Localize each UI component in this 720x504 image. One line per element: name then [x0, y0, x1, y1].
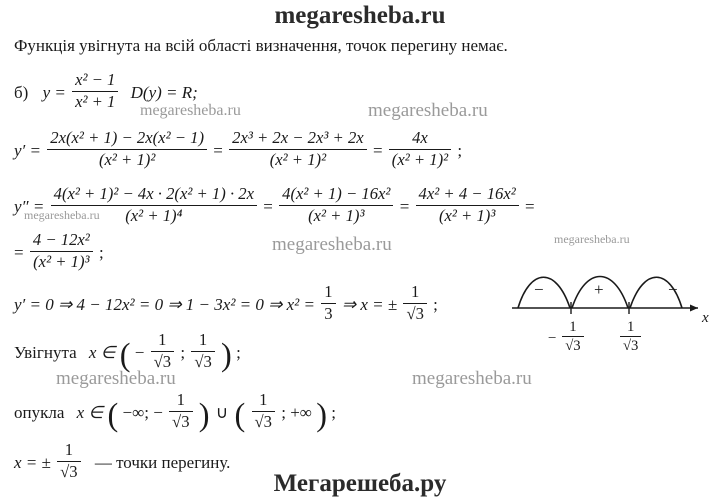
watermark-small-1: megaresheba.ru: [24, 208, 100, 222]
roots-f1-num: 1: [321, 282, 335, 304]
sign-mid: +: [594, 280, 604, 299]
d2-cont-eq: =: [14, 243, 24, 263]
d1-f1-den: (x² + 1)²: [98, 149, 156, 169]
inflection-line: [14, 440, 230, 483]
watermark-mid-5: megaresheba.ru: [412, 368, 532, 389]
convex-f1-num: 1: [169, 390, 192, 412]
concave-fraction-1: [151, 330, 174, 373]
d1-f2-den: (x² + 1)²: [269, 149, 327, 169]
d1-fraction-1: [47, 128, 207, 171]
concave-close-paren: ): [221, 336, 232, 373]
convex-close-paren-1: ): [198, 396, 210, 433]
roots-start: y′ = 0 ⇒ 4 − 12x² = 0 ⇒ 1 − 3x² = 0 ⇒ x² =: [14, 295, 316, 315]
convex-close-paren-2: ): [316, 396, 327, 433]
item-label: б): [14, 83, 29, 103]
d1-fraction-3: [389, 128, 451, 171]
concave-tail: ;: [236, 343, 241, 363]
roots-mid: ⇒ x = ±: [341, 295, 398, 315]
d2-eq-3: =: [525, 197, 535, 217]
tick-label-left: [548, 318, 586, 356]
concave-f1-den: √3: [153, 351, 172, 371]
d1-fraction-2: [229, 128, 367, 171]
watermark-top: megaresheba.ru: [274, 2, 446, 29]
axis-label-x: x: [702, 310, 709, 326]
d1-f3-den: (x² + 1)²: [391, 149, 449, 169]
domain-statement: D(y) = R;: [130, 83, 198, 103]
d2-fraction-1: [51, 184, 257, 227]
inflection-f-num: 1: [57, 440, 80, 462]
convex-part-1: −∞; −: [122, 403, 163, 423]
d2-f3-num: 4x² + 4 − 16x²: [416, 184, 519, 206]
convex-f1-den: √3: [172, 411, 190, 431]
watermark-mid-3: megaresheba.ru: [272, 234, 392, 255]
tick-right-fraction: [620, 318, 641, 356]
sign-left: −: [534, 280, 544, 299]
tick-left-fraction: [562, 318, 583, 356]
d2-f1-num: 4(x² + 1)² − 4x · 2(x² + 1) · 2x: [51, 184, 257, 206]
convex-union: ∪: [215, 403, 229, 423]
function-fraction: [72, 70, 118, 113]
d2-eq-1: =: [263, 197, 273, 217]
d1-f1-num: 2x(x² + 1) − 2x(x² − 1): [47, 128, 207, 150]
convex-open-paren-2: (: [234, 396, 246, 433]
d2-f4-num: 4 − 12x²: [30, 230, 93, 252]
y-equals: y =: [42, 83, 66, 103]
d1-eq-1: =: [213, 141, 223, 161]
convex-fraction-1: [169, 390, 192, 433]
tick-left-minus: −: [548, 330, 557, 347]
d2-fraction-2: [279, 184, 393, 227]
function-numerator: x² − 1: [72, 70, 118, 92]
inflection-lhs: x = ±: [14, 453, 51, 473]
d2-f3-den: (x² + 1)³: [438, 205, 496, 225]
d1-f2-num: 2x³ + 2x − 2x³ + 2x: [229, 128, 367, 150]
d1-tail: ;: [457, 141, 463, 161]
function-denominator: x² + 1: [75, 91, 116, 111]
first-derivative-line: [14, 128, 462, 171]
d2-f4-den: (x² + 1)³: [33, 251, 90, 271]
roots-f2-num: 1: [403, 282, 426, 304]
second-derivative-lhs: y″ =: [14, 197, 45, 217]
sign-diagram: [510, 258, 710, 358]
tick-left-num: 1: [562, 318, 583, 337]
inflection-f-den: √3: [60, 461, 78, 481]
watermark-mid-4: megaresheba.ru: [56, 368, 176, 389]
convex-f2-num: 1: [252, 390, 275, 412]
convex-part-2: ; +∞: [281, 403, 312, 423]
d2-tail: ;: [99, 243, 104, 263]
axis-arrow: [690, 305, 698, 312]
concave-var: x ∈: [88, 343, 116, 363]
second-derivative-line: [14, 184, 535, 227]
d2-eq-2: =: [399, 197, 410, 217]
inflection-rhs: — точки перегину.: [94, 453, 231, 473]
convex-line: [14, 390, 336, 433]
convex-tail: ;: [331, 403, 336, 423]
roots-tail: ;: [433, 295, 438, 315]
d2-f2-num: 4(x² + 1) − 16x²: [279, 184, 393, 206]
tick-left-den: √3: [565, 338, 581, 355]
concave-fraction-2: [191, 330, 214, 373]
convex-var: x ∈: [76, 403, 104, 423]
watermark-small-2: megaresheba.ru: [554, 232, 630, 246]
convex-open-paren-1: (: [107, 396, 119, 433]
roots-f2-den: √3: [406, 303, 424, 323]
watermark-bottom: Мегарешеба.ру: [273, 470, 447, 497]
concave-line: [14, 330, 241, 373]
concave-semicolon: ;: [180, 343, 186, 363]
d2-f1-den: (x² + 1)⁴: [125, 205, 183, 225]
d1-f3-num: 4x: [389, 128, 451, 150]
roots-f1-den: 3: [324, 303, 333, 323]
convex-f2-den: √3: [254, 411, 272, 431]
d2-fraction-3: [416, 184, 519, 227]
convex-word: опукла: [14, 403, 65, 423]
roots-line: [14, 282, 438, 325]
tick-right-num: 1: [620, 318, 641, 337]
watermark-mid-2: megaresheba.ru: [368, 100, 488, 121]
inflection-fraction: [57, 440, 80, 483]
sign-right: −: [668, 280, 678, 299]
tick-right-den: √3: [623, 338, 639, 355]
item-b-expression: [14, 70, 198, 113]
d1-eq-2: =: [372, 141, 383, 161]
concave-f2-den: √3: [194, 351, 212, 371]
tick-label-right: [618, 318, 643, 356]
concave-minus: −: [134, 343, 145, 363]
d2-f2-den: (x² + 1)³: [308, 205, 365, 225]
concave-f2-num: 1: [191, 330, 214, 352]
roots-fraction-1: [321, 282, 335, 325]
first-derivative-lhs: y′ =: [14, 141, 41, 161]
second-derivative-continuation: [14, 230, 104, 273]
watermark-mid-1: megaresheba.ru: [140, 102, 241, 119]
concave-open-paren: (: [119, 336, 131, 373]
arc-left: [518, 277, 570, 308]
concave-word: Увігнута: [14, 343, 77, 363]
intro-sentence: Функція увігнута на всій області визначення, точок перегину немає.: [14, 36, 508, 55]
d2-fraction-4: [30, 230, 93, 273]
convex-fraction-2: [252, 390, 275, 433]
roots-fraction-2: [403, 282, 426, 325]
concave-f1-num: 1: [151, 330, 174, 352]
